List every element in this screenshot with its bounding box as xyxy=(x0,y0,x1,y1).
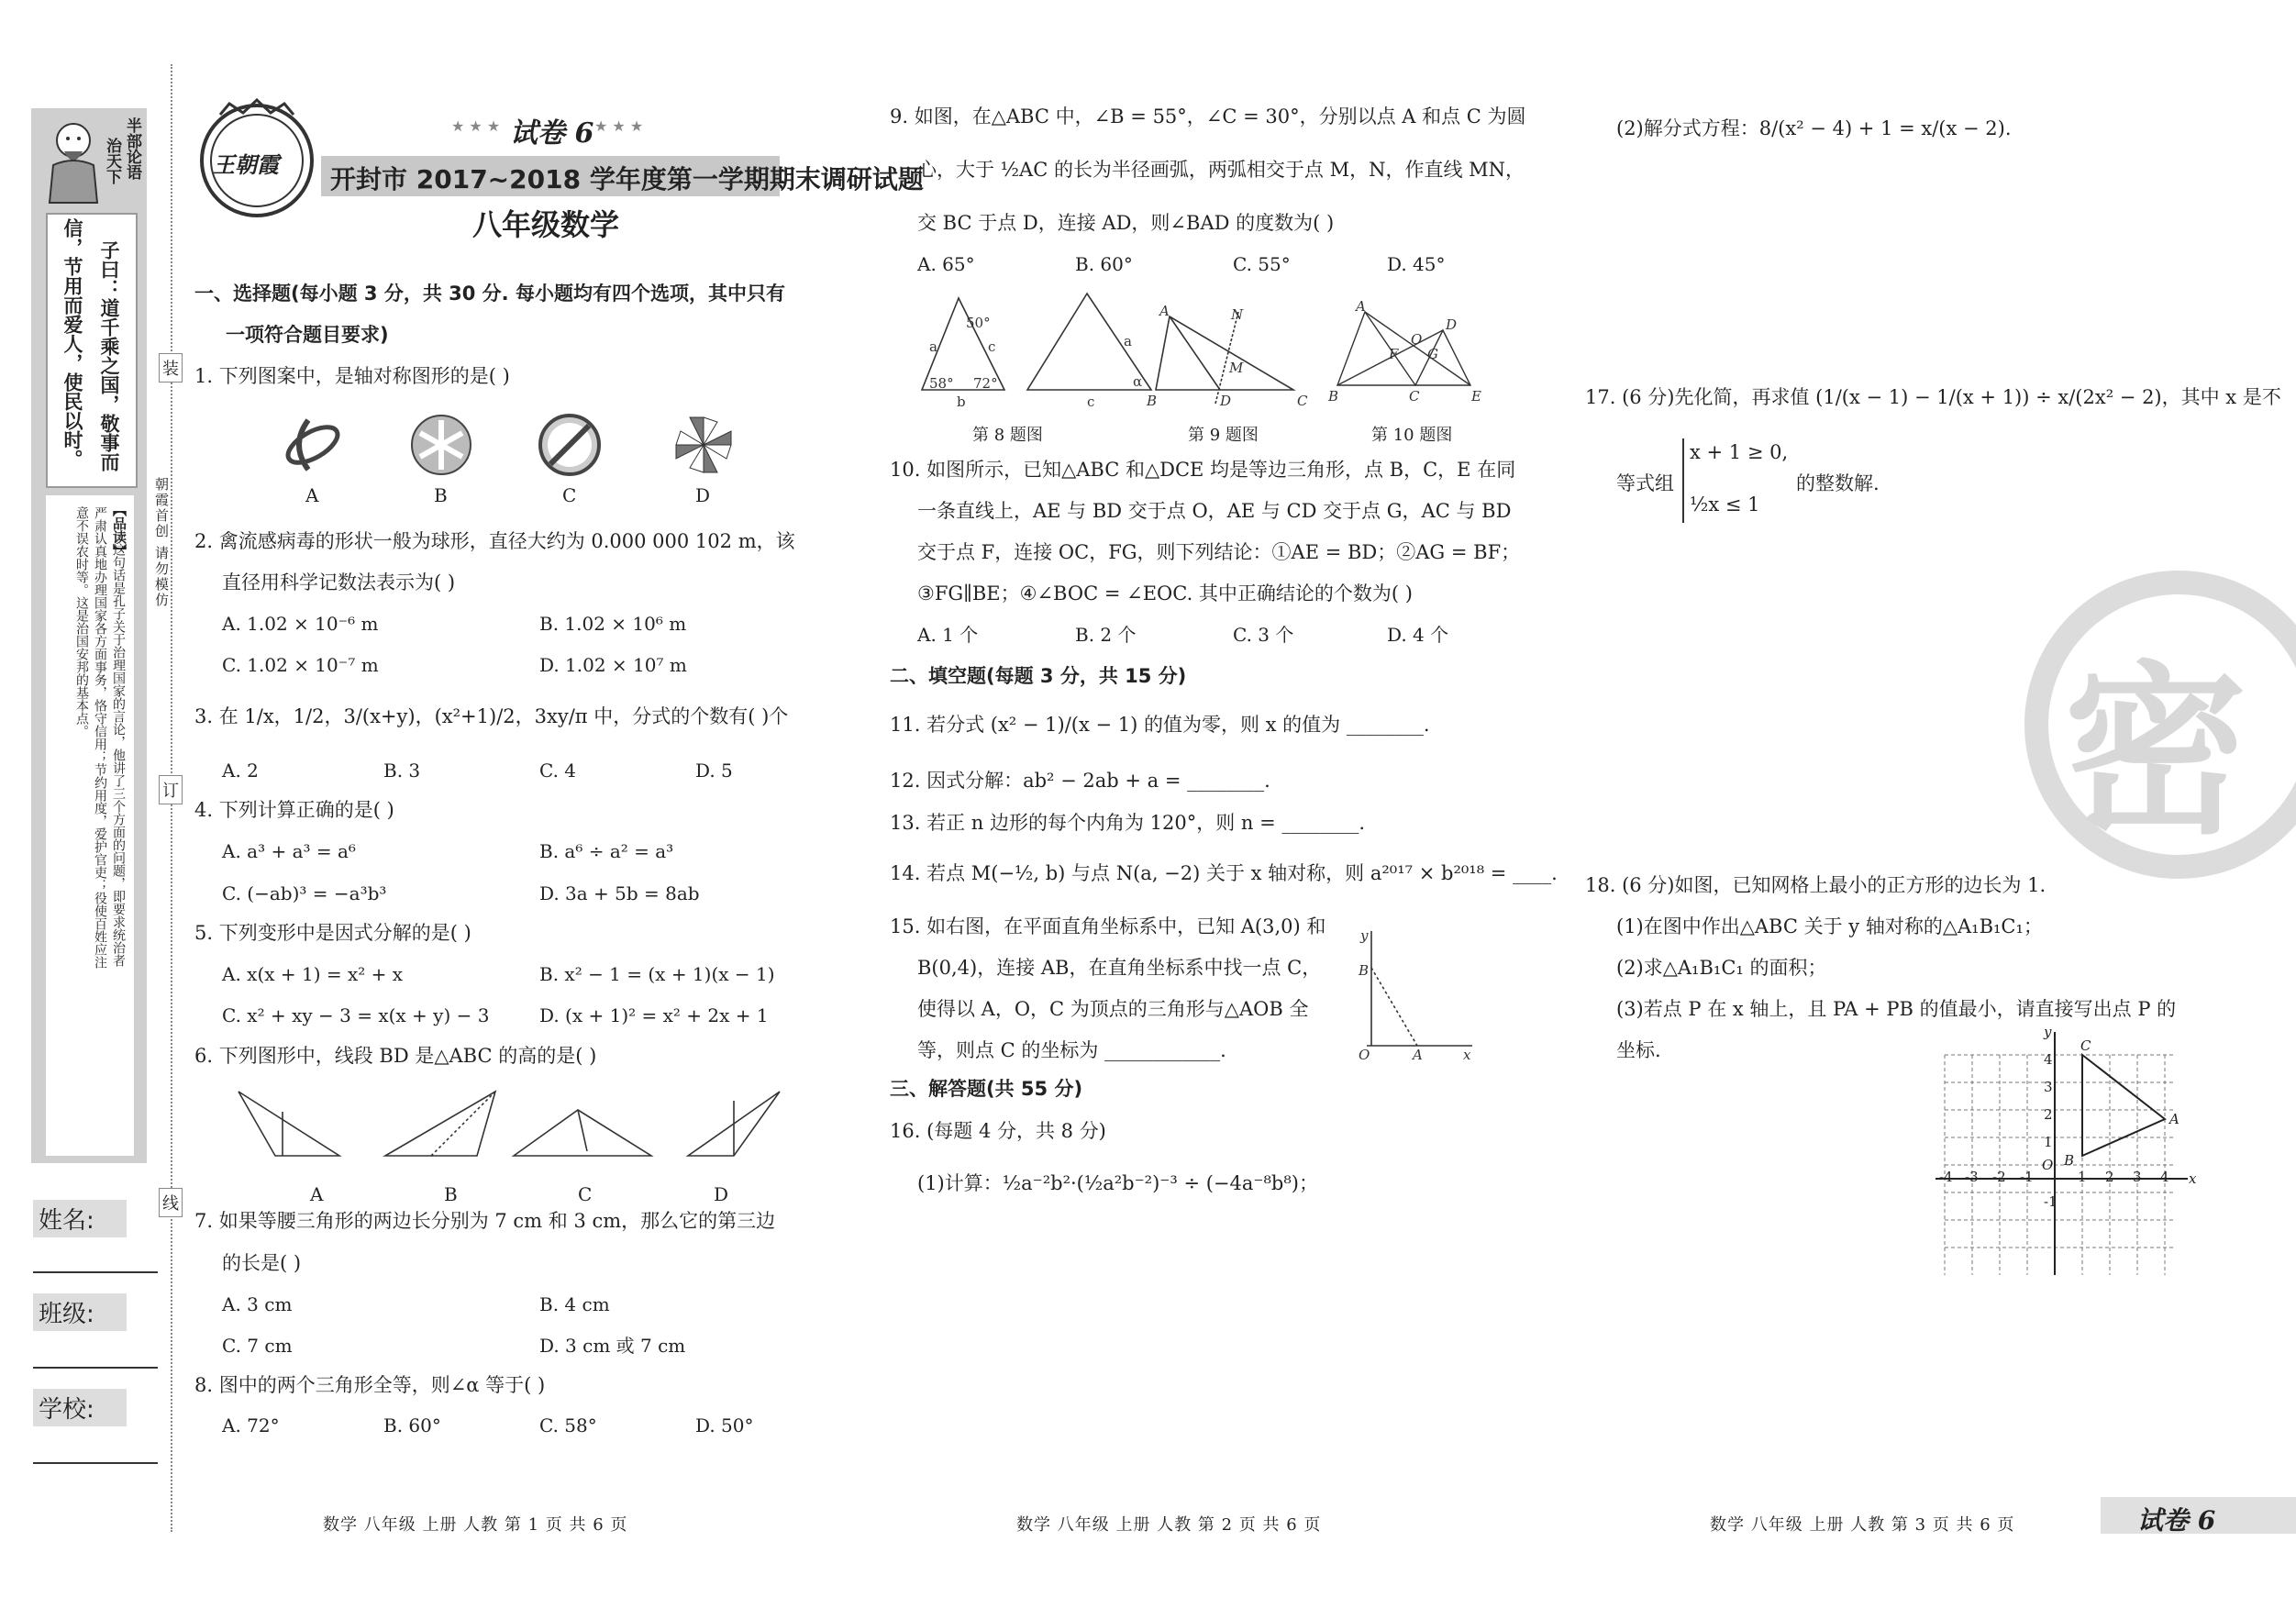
q3-opt-a[interactable]: A. 2 xyxy=(222,760,259,782)
q5-stem: 5. 下列变形中是因式分解的是( ) xyxy=(194,922,471,944)
svg-text:1: 1 xyxy=(2078,1169,2087,1185)
svg-text:c: c xyxy=(988,338,996,355)
q9-figure xyxy=(1147,303,1312,409)
class-label: 班级: xyxy=(33,1293,127,1331)
q1-opt-d[interactable]: D xyxy=(695,484,711,506)
q3-opt-d[interactable]: D. 5 xyxy=(695,760,733,782)
svg-text:-1: -1 xyxy=(2020,1169,2034,1185)
q10-stem-b: 一条直线上，AE 与 BD 交于点 O，AE 与 CD 交于点 G，AC 与 BD xyxy=(917,500,1512,522)
q18-part2: (2)求△A₁B₁C₁ 的面积； xyxy=(1616,957,1827,979)
q8-opt-c[interactable]: C. 58° xyxy=(539,1414,597,1436)
exam-tag: 试卷 6 xyxy=(510,117,594,150)
svg-text:B: B xyxy=(1147,393,1158,409)
svg-text:F: F xyxy=(1389,346,1399,362)
q10-opt-b[interactable]: B. 2 个 xyxy=(1075,624,1137,646)
q6-stem: 6. 下列图形中，线段 BD 是△ABC 的高的是( ) xyxy=(194,1045,597,1067)
svg-text:y: y xyxy=(2044,1024,2052,1040)
sidebar-motto: 半部论语 xyxy=(123,117,141,180)
confidential-stamp-text: 密 xyxy=(2064,646,2248,859)
q5-opt-c[interactable]: C. x² + xy − 3 = x(x + y) − 3 xyxy=(222,1004,490,1026)
q2-stem-a: 2. 禽流感病毒的形状一般为球形，直径大约为 0.000 000 102 m，该 xyxy=(194,530,795,552)
q9-stem-b: 心，大于 ½AC 的长为半径画弧，两弧相交于点 M，N，作直线 MN， xyxy=(917,159,1525,181)
q2-stem-b: 直径用科学记数法表示为( ) xyxy=(222,571,456,593)
q10-stem-c: 交于点 F，连接 OC，FG，则下列结论：①AE = BD；②AG = BF； xyxy=(917,541,1521,563)
q10-figure-caption: 第 10 题图 xyxy=(1371,426,1453,445)
exam-subtitle: 八年级数学 xyxy=(472,207,620,242)
svg-text:3: 3 xyxy=(2133,1169,2142,1185)
q7-opt-a[interactable]: A. 3 cm xyxy=(222,1293,293,1315)
svg-text:2: 2 xyxy=(2105,1169,2114,1185)
brand-note: 朝霞首创 请勿模仿 xyxy=(153,477,170,608)
name-label: 姓名: xyxy=(33,1200,127,1237)
svg-text:4: 4 xyxy=(2044,1051,2053,1068)
svg-text:y: y xyxy=(1360,927,1369,944)
q1-opt-b[interactable]: B xyxy=(434,484,448,506)
q4-opt-b[interactable]: B. a⁶ ÷ a² = a³ xyxy=(539,840,674,862)
q5-opt-b[interactable]: B. x² − 1 = (x + 1)(x − 1) xyxy=(539,963,775,985)
sidebar-read-text2: 严肃认真地办理国家各方面事务，恪守信用；节约用度，爱护官吏；役使百姓应注 xyxy=(93,506,107,969)
svg-text:4: 4 xyxy=(2160,1169,2169,1185)
svg-text:72°: 72° xyxy=(973,375,998,392)
q14-stem: 14. 若点 M(−½, b) 与点 N(a, −2) 关于 x 轴对称，则 a²⁰¹⁷ × b²⁰¹⁸ = ____. xyxy=(890,862,1558,884)
section3-title: 三、解答题(共 55 分) xyxy=(890,1078,1083,1100)
svg-text:N: N xyxy=(1231,306,1244,323)
q3-opt-c[interactable]: C. 4 xyxy=(539,760,577,782)
q15-coordinate-figure xyxy=(1353,922,1481,1063)
class-field[interactable] xyxy=(33,1367,158,1369)
q7-opt-c[interactable]: C. 7 cm xyxy=(222,1335,293,1357)
q9-opt-b[interactable]: B. 60° xyxy=(1075,253,1133,275)
q2-opt-b[interactable]: B. 1.02 × 10⁶ m xyxy=(539,613,687,635)
q1-opt-a[interactable]: A xyxy=(305,484,319,506)
q12-stem: 12. 因式分解：ab² − 2ab + a = ________. xyxy=(890,770,1270,792)
svg-text:A: A xyxy=(1356,298,1366,315)
sidebar-motto-sub: 治天下 xyxy=(103,138,121,184)
q9-opt-d[interactable]: D. 45° xyxy=(1387,253,1446,275)
svg-text:-1: -1 xyxy=(2044,1193,2058,1210)
svg-text:O: O xyxy=(1359,1047,1370,1063)
footer-tag: 试卷 6 xyxy=(2137,1505,2216,1536)
q8-figure xyxy=(913,289,1170,408)
svg-text:-3: -3 xyxy=(1965,1169,1979,1185)
q7-opt-b[interactable]: B. 4 cm xyxy=(539,1293,610,1315)
svg-text:a: a xyxy=(929,338,937,355)
q17-tail: 的整数解. xyxy=(1796,472,1880,494)
svg-text:x: x xyxy=(1463,1047,1471,1063)
svg-text:50°: 50° xyxy=(966,315,991,331)
binding-mark-3: 线 xyxy=(159,1188,183,1217)
q8-opt-d[interactable]: D. 50° xyxy=(695,1414,754,1436)
svg-text:58°: 58° xyxy=(929,375,954,392)
q18-stem-a: 18. (6 分)如图，已知网格上最小的正方形的边长为 1. xyxy=(1585,874,2046,896)
svg-text:b: b xyxy=(957,394,966,410)
q16-part2: (2)解分式方程：8/(x² − 4) + 1 = x/(x − 2). xyxy=(1616,117,2012,139)
q8-opt-b[interactable]: B. 60° xyxy=(383,1414,441,1436)
q18-part3-cont: 坐标. xyxy=(1616,1039,1661,1061)
svg-text:G: G xyxy=(1427,346,1438,362)
sidebar-quote-line2: 信，节用而爱人，使民以时。 xyxy=(61,218,84,469)
svg-text:E: E xyxy=(1471,388,1481,405)
q1-figure-c xyxy=(538,413,602,477)
q6-figures xyxy=(220,1082,807,1165)
svg-text:α: α xyxy=(1133,373,1143,390)
q10-figure xyxy=(1328,298,1484,404)
svg-text:1: 1 xyxy=(2044,1134,2053,1150)
svg-text:B: B xyxy=(2064,1152,2075,1169)
svg-text:a: a xyxy=(1124,333,1132,349)
q8-opt-a[interactable]: A. 72° xyxy=(222,1414,280,1436)
q9-figure-caption: 第 9 题图 xyxy=(1188,426,1259,445)
q1-stem: 1. 下列图案中，是轴对称图形的是( ) xyxy=(194,365,510,387)
q6-opt-c[interactable]: C xyxy=(578,1183,593,1205)
school-label: 学校: xyxy=(33,1389,127,1426)
q2-opt-a[interactable]: A. 1.02 × 10⁻⁶ m xyxy=(222,613,379,635)
q7-stem-b: 的长是( ) xyxy=(222,1252,302,1274)
q10-opt-a[interactable]: A. 1 个 xyxy=(917,624,979,646)
q17-ineq1: x + 1 ≥ 0, xyxy=(1690,441,1789,463)
q9-opt-a[interactable]: A. 65° xyxy=(917,253,975,275)
page2-footer: 数学 八年级 上册 人教 第 2 页 共 6 页 xyxy=(1016,1515,1322,1535)
q6-opt-a[interactable]: A xyxy=(310,1183,324,1205)
q18-part3: (3)若点 P 在 x 轴上，且 PA + PB 的值最小，请直接写出点 P 的 xyxy=(1616,998,2177,1020)
sidebar-read-text3: 意不误农时等。这是治国安邦的基本点。 xyxy=(74,506,89,738)
svg-text:B: B xyxy=(1328,388,1339,405)
q9-stem-c: 交 BC 于点 D，连接 AD，则∠BAD 的度数为( ) xyxy=(917,212,1335,234)
page1-footer: 数学 八年级 上册 人教 第 1 页 共 6 页 xyxy=(323,1515,628,1535)
q2-opt-d[interactable]: D. 1.02 × 10⁷ m xyxy=(539,654,687,676)
name-field[interactable] xyxy=(33,1271,158,1273)
q1-figure-b xyxy=(409,413,473,477)
q10-opt-c[interactable]: C. 3 个 xyxy=(1233,624,1294,646)
q18-part1: (1)在图中作出△ABC 关于 y 轴对称的△A₁B₁C₁； xyxy=(1616,915,2043,937)
q6-opt-d[interactable]: D xyxy=(714,1183,729,1205)
svg-text:B: B xyxy=(1359,962,1370,979)
q2-opt-c[interactable]: C. 1.02 × 10⁻⁷ m xyxy=(222,654,379,676)
svg-text:A: A xyxy=(1413,1047,1423,1063)
q16-part1: (1)计算：½a⁻²b²·(½a²b⁻²)⁻³ ÷ (−4a⁻⁸b⁸)； xyxy=(917,1172,1318,1194)
svg-text:C: C xyxy=(2080,1037,2091,1054)
svg-text:x: x xyxy=(2189,1170,2197,1187)
school-field[interactable] xyxy=(33,1462,158,1464)
page3-footer: 数学 八年级 上册 人教 第 3 页 共 6 页 xyxy=(1710,1515,2015,1535)
q17-stem-a: 17. (6 分)先化简，再求值 (1/(x − 1) − 1/(x + 1)) ÷ x/(2x² − 2)，其中 x 是不 xyxy=(1585,386,2281,408)
q15-stem-c: 使得以 A，O，C 为顶点的三角形与△AOB 全 xyxy=(917,998,1309,1020)
q17-brace xyxy=(1682,438,1688,523)
section2-title: 二、填空题(每题 3 分，共 15 分) xyxy=(890,665,1187,687)
q4-opt-c[interactable]: C. (−ab)³ = −a³b³ xyxy=(222,882,387,904)
section1-title-b: 一项符合题目要求) xyxy=(226,324,389,346)
svg-text:O: O xyxy=(2042,1157,2054,1173)
section1-title-a: 一、选择题(每小题 3 分，共 30 分. 每小题均有四个选项，其中只有 xyxy=(194,283,785,305)
q17-label: 等式组 xyxy=(1616,472,1674,494)
q1-figure-a xyxy=(281,413,345,477)
svg-text:C: C xyxy=(1297,393,1308,409)
q15-stem-b: B(0,4)，连接 AB，在直角坐标系中找一点 C， xyxy=(917,957,1322,979)
sidebar-quote-line1: 子曰：道千乘之国，敬事而 xyxy=(98,240,121,471)
q4-stem: 4. 下列计算正确的是( ) xyxy=(194,799,394,821)
q10-stem-d: ③FG∥BE；④∠BOC = ∠EOC. 其中正确结论的个数为( ) xyxy=(917,582,1413,604)
binding-mark-1: 装 xyxy=(159,353,183,383)
q4-opt-a[interactable]: A. a³ + a³ = a⁶ xyxy=(222,840,356,862)
q1-opt-c[interactable]: C xyxy=(562,484,577,506)
brand-logo-text: 王朝霞 xyxy=(213,151,279,178)
q1-figure-d xyxy=(671,413,736,477)
q11-stem: 11. 若分式 (x² − 1)/(x − 1) 的值为零，则 x 的值为 ________. xyxy=(890,714,1430,736)
svg-text:M: M xyxy=(1229,360,1244,376)
q9-opt-c[interactable]: C. 55° xyxy=(1233,253,1291,275)
q3-opt-b[interactable]: B. 3 xyxy=(383,760,421,782)
svg-text:D: D xyxy=(1446,316,1458,333)
q10-opt-d[interactable]: D. 4 个 xyxy=(1387,624,1449,646)
q4-opt-d[interactable]: D. 3a + 5b = 8ab xyxy=(539,882,700,904)
svg-text:O: O xyxy=(1411,331,1423,348)
svg-text:A: A xyxy=(2169,1111,2180,1127)
svg-text:-4: -4 xyxy=(1939,1169,1953,1185)
binding-mark-2: 订 xyxy=(159,775,183,804)
sidebar-read-text1: 这句话是孔子关于治理国家的言论，他讲了三个方面的问题，即要求统治者 xyxy=(111,543,126,967)
svg-text:D: D xyxy=(1220,393,1232,409)
q8-figure-caption: 第 8 题图 xyxy=(972,426,1043,445)
q7-stem-a: 7. 如果等腰三角形的两边长分别为 7 cm 和 3 cm，那么它的第三边 xyxy=(194,1210,776,1232)
exam-stars-right: ★ ★ ★ xyxy=(594,117,644,135)
svg-text:A: A xyxy=(1159,303,1170,319)
svg-text:-2: -2 xyxy=(1992,1169,2006,1185)
q8-stem: 8. 图中的两个三角形全等，则∠α 等于( ) xyxy=(194,1374,546,1396)
q5-opt-d[interactable]: D. (x + 1)² = x² + 2x + 1 xyxy=(539,1004,769,1026)
sidebar-read-label: 【品读】 xyxy=(111,503,128,558)
svg-text:2: 2 xyxy=(2044,1106,2053,1123)
q13-stem: 13. 若正 n 边形的每个内角为 120°，则 n = ________. xyxy=(890,812,1366,834)
q5-opt-a[interactable]: A. x(x + 1) = x² + x xyxy=(222,963,404,985)
q15-stem-a: 15. 如右图，在平面直角坐标系中，已知 A(3,0) 和 xyxy=(890,915,1326,937)
q16-stem: 16. (每题 4 分，共 8 分) xyxy=(890,1120,1106,1142)
q17-ineq2: ½x ≤ 1 xyxy=(1690,494,1760,516)
svg-text:c: c xyxy=(1087,394,1095,410)
svg-text:C: C xyxy=(1409,388,1420,405)
exam-title: 开封市 2017~2018 学年度第一学期期末调研试题 xyxy=(330,164,924,194)
exam-stars-left: ★ ★ ★ xyxy=(451,117,501,135)
q18-grid-figure xyxy=(1926,1024,2202,1275)
q15-stem-d: 等，则点 C 的坐标为 ____________. xyxy=(917,1039,1226,1061)
svg-text:3: 3 xyxy=(2044,1079,2053,1095)
q6-opt-b[interactable]: B xyxy=(444,1183,458,1205)
q7-opt-d[interactable]: D. 3 cm 或 7 cm xyxy=(539,1335,686,1357)
q10-stem-a: 10. 如图所示，已知△ABC 和△DCE 均是等边三角形，点 B，C，E 在同 xyxy=(890,459,1516,481)
confucius-illustration xyxy=(37,115,110,206)
q9-stem-a: 9. 如图，在△ABC 中，∠B = 55°，∠C = 30°，分别以点 A 和点 C 为圆 xyxy=(890,105,1526,128)
q3-stem: 3. 在 1/x，1/2，3/(x+y)，(x²+1)/2，3xy/π 中，分式的个数有( )个 xyxy=(194,705,789,727)
